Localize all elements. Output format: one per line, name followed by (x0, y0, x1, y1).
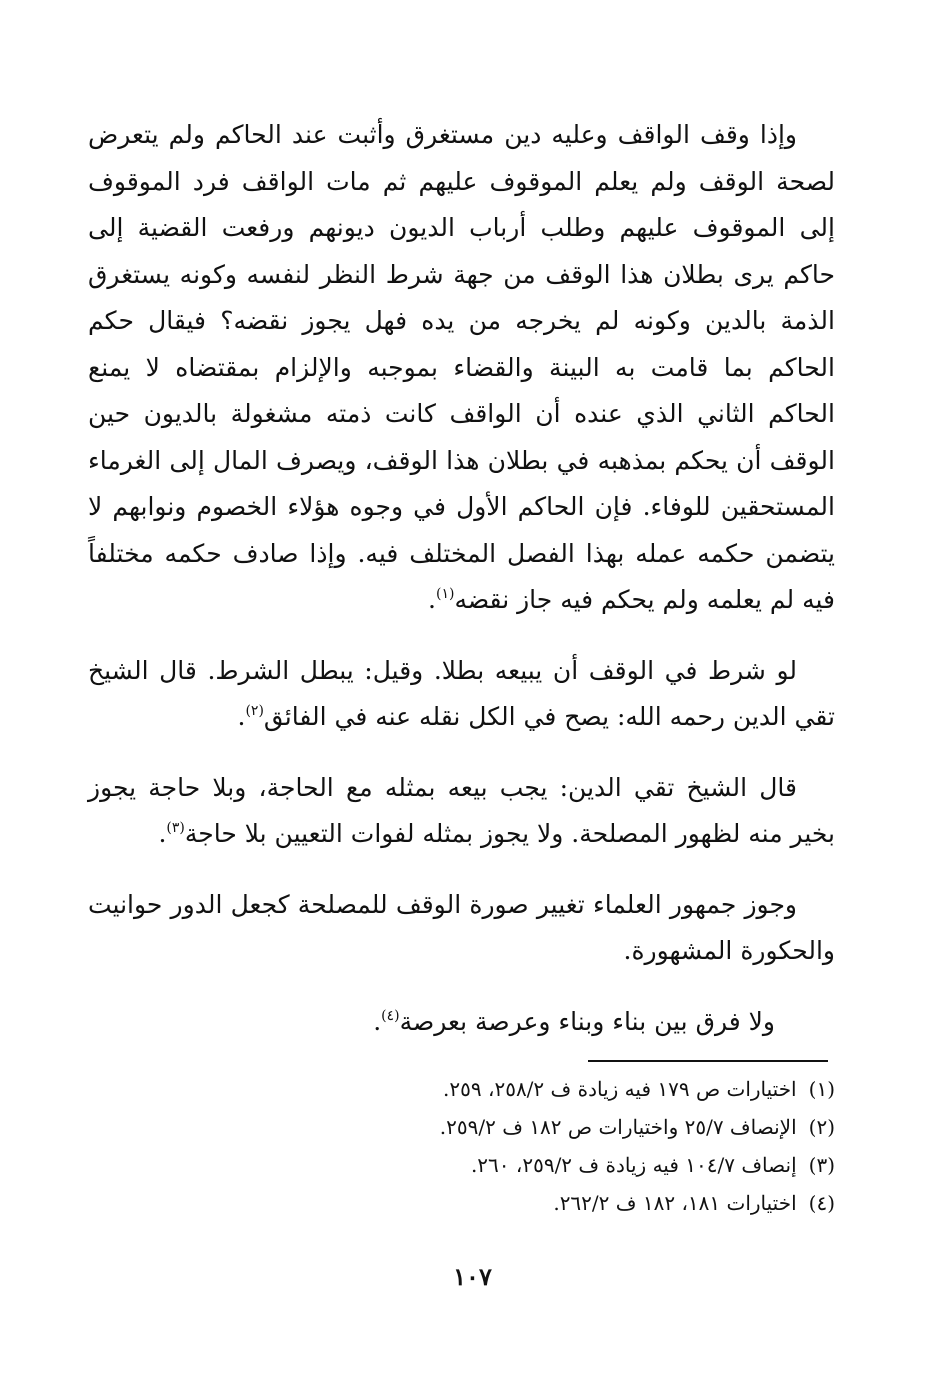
paragraph-1-tail: . (428, 585, 436, 614)
footnote-ref-3: (٣) (166, 820, 185, 836)
paragraph-1-text: وإذا وقف الواقف وعليه دين مستغرق وأثبت عند الحاكم ولم يتعرض لصحة الوقف ولم يعلم الموقوف عليهم ثم مات الواقف فرد الموقوف إلى الموقوف عليهم وطلب أرباب الديون ديونهم ورفعت القضية إلى حاكم يرى بطلان هذا الوقف من جهة شرط النظر لنفسه وكونه يستغرق الذمة بالدين وكونه لم يخرجه من يده فهل يجوز نقضه؟ فيقال حكم الحاكم بما قامت به البينة والقضاء بموجبه والإلزام بمقتضاه لا يمنع الحاكم الثاني الذي عنده أن الواقف كانت ذمته مشغولة بالديون حين الوقف أن يحكم بمذهبه في بطلان هذا الوقف، ويصرف المال إلى الغرماء المستحقين للوفاء. فإن الحاكم الأول في وجوه هؤلاء الخصوم ونوابهم لا يتضمن حكمه عمله بهذا الفصل المختلف فيه. وإذا صادف حكمه مختلفاً فيه لم يعلمه ولم يحكم فيه جاز نقضه (88, 120, 836, 614)
footnote-4-number: (٤) (808, 1191, 835, 1215)
page-number: ١٠٧ (453, 1262, 492, 1291)
footnote-3-text: إنصاف ١٠٤/٧ فيه زيادة ف ٢٥٩/٢، ٢٦٠. (470, 1153, 797, 1177)
paragraph-5-tail: . (373, 1006, 382, 1036)
paragraph-5-text: ولا فرق بين بناء وبناء وعرصة بعرصة (399, 1006, 775, 1036)
footnote-2-number: (٢) (808, 1115, 835, 1139)
footnotes (200, 1070, 835, 1222)
paragraph-4-text: وجوز جمهور العلماء تغيير صورة الوقف للمصلحة كجعل الدور حوانيت والحكورة المشهورة. (88, 889, 835, 965)
footnote-2-text: الإنصاف ٢٥/٧ واختيارات ص ١٨٢ ف ٢٥٩/٢. (439, 1115, 797, 1139)
footnote-ref-2: (٢) (245, 703, 264, 719)
footnote-1 (200, 1070, 835, 1108)
footnote-separator (588, 1060, 828, 1062)
paragraph-3-tail: . (158, 819, 167, 848)
footnote-2 (200, 1108, 835, 1146)
footnote-3 (200, 1146, 835, 1184)
footnote-ref-1: (١) (436, 586, 455, 602)
footnote-ref-4: (٤) (381, 1007, 400, 1024)
paragraph-1 (88, 112, 835, 624)
footnote-4-text: اختيارات ١٨١، ١٨٢ ف ٢٦٢/٢. (553, 1191, 797, 1215)
paragraph-4 (88, 882, 835, 975)
paragraph-5 (88, 999, 835, 1046)
paragraph-2-text: لو شرط في الوقف أن يبيعه بطلا. وقيل: يبطل الشرط. قال الشيخ تقي الدين رحمه الله: يصح في الكل نقله عنه في الفائق (88, 655, 835, 731)
footnote-1-number: (١) (808, 1077, 835, 1101)
footnote-3-number: (٣) (808, 1153, 835, 1177)
paragraph-3 (88, 765, 835, 858)
paragraph-2 (88, 648, 835, 741)
paragraph-2-tail: . (237, 702, 246, 731)
footnote-4 (200, 1184, 835, 1222)
paragraph-3-text: قال الشيخ تقي الدين: يجب بيعه بمثله مع الحاجة، وبلا حاجة يجوز بخير منه لظهور المصلحة. ولا يجوز بمثله لفوات التعيين بلا حاجة (88, 772, 835, 848)
main-text (88, 112, 835, 1045)
footnote-1-text: اختيارات ص ١٧٩ فيه زيادة ف ٢٥٨/٢، ٢٥٩. (443, 1077, 797, 1101)
